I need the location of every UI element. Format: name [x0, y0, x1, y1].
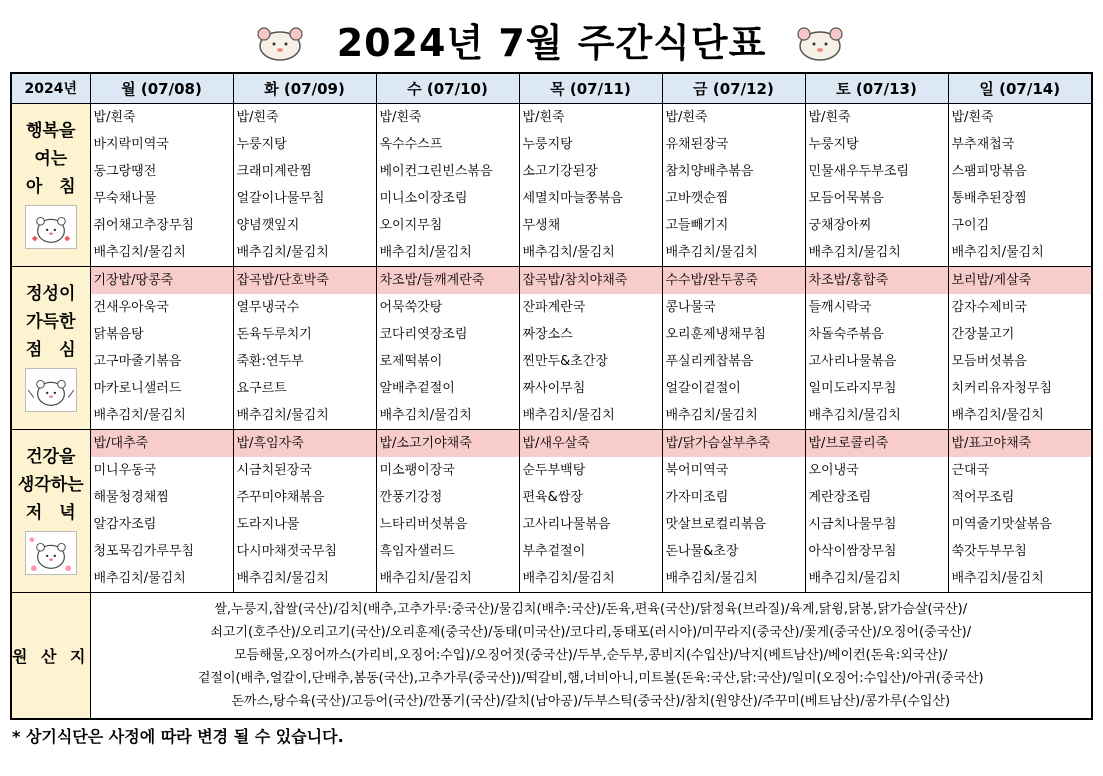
menu-item: 맛살브로컬리볶음: [665, 516, 766, 532]
day-header: 금 (07/12): [662, 73, 805, 103]
day-menu-cell: [90, 266, 233, 429]
menu-item: 배추김치/물김치: [665, 570, 758, 586]
origin-line: 쇠고기(호주산)/오리고기(국산)/오리훈제(중국산)/동태(미국산)/코다리,동태포(러시아)/미꾸라지(중국산)/꽃게(중국산)/오징어(중국산)/: [210, 624, 972, 640]
day-menu-cell: [90, 103, 233, 266]
menu-item: 배추김치/물김치: [522, 570, 615, 586]
menu-item: 가자미조림: [665, 489, 729, 505]
menu-item: 들깨시락국: [808, 299, 872, 315]
menu-item: 배추김치/물김치: [951, 407, 1044, 423]
menu-item: 배추김치/물김치: [236, 244, 329, 260]
day-menu-cell: [519, 103, 662, 266]
menu-item: 잡곡밥/참치야채죽: [520, 267, 662, 294]
menu-item: 옥수수스프: [379, 136, 443, 152]
day-menu-cell: [805, 103, 948, 266]
menu-item: 계란장조림: [808, 489, 872, 505]
menu-item: 쑥갓두부무침: [951, 543, 1027, 559]
day-header: 수 (07/10): [376, 73, 519, 103]
meal-title-line: 저 녁: [25, 503, 76, 523]
menu-item: 밥/흑임자죽: [234, 430, 376, 457]
day-menu-cell: [90, 429, 233, 592]
menu-item: 배추김치/물김치: [379, 407, 472, 423]
origin-line: 돈까스,탕수육(국산)/고등어(국산)/깐풍기(국산)/갈치(남아공)/두부스틱(중국산)/참치(원양산)/주꾸미(베트남산)/콩가루(수입산): [231, 693, 951, 709]
meal-title-line: 아 침: [25, 177, 76, 197]
menu-item: 시금치된장국: [236, 462, 312, 478]
day-menu-cell: [662, 429, 805, 592]
menu-item: 밥/브로콜리죽: [806, 430, 948, 457]
menu-item: 얼갈이나물무침: [236, 190, 325, 206]
day-menu-cell: [948, 266, 1092, 429]
day-menu-cell: [376, 103, 519, 266]
menu-item: 미니우동국: [93, 462, 157, 478]
menu-item: 부추재첩국: [951, 136, 1015, 152]
page-header: [0, 0, 1103, 70]
day-header: 월 (07/08): [90, 73, 233, 103]
day-menu-cell: [233, 103, 376, 266]
change-notice: * 상기식단은 사정에 따라 변경 될 수 있습니다.: [12, 727, 344, 746]
meal-title-line: 여는: [34, 149, 68, 169]
menu-item: 밥/흰죽: [665, 109, 708, 125]
menu-item: 미소팽이장국: [379, 462, 455, 478]
day-menu-cell: [233, 429, 376, 592]
menu-item: 밥/흰죽: [379, 109, 422, 125]
menu-item: 요구르트: [236, 380, 287, 396]
origin-info: [90, 592, 1092, 719]
meal-title-line: 생각하는: [17, 475, 84, 495]
menu-item: 얼갈이겉절이: [665, 380, 741, 396]
menu-item: 오리훈제냉채무침: [665, 326, 766, 342]
menu-item: 편육&쌈장: [522, 489, 583, 505]
meal-label: [11, 266, 90, 429]
menu-item: 세멸치마늘쫑볶음: [522, 190, 623, 206]
menu-item: 도라지나물: [236, 516, 300, 532]
menu-item: 차조밥/들깨계란죽: [377, 267, 519, 294]
weekly-menu-table: [10, 72, 1093, 720]
menu-item: 근대국: [951, 462, 990, 478]
mouse-flowers-icon: [25, 531, 77, 575]
day-menu-cell: [948, 429, 1092, 592]
meal-title-line: 가득한: [26, 312, 76, 332]
menu-item: 배추김치/물김치: [379, 570, 472, 586]
day-menu-cell: [519, 266, 662, 429]
menu-item: 고들빼기지: [665, 217, 729, 233]
menu-item: 로제떡볶이: [379, 353, 443, 369]
menu-item: 푸실리케찹볶음: [665, 353, 754, 369]
menu-item: 고바깻순찜: [665, 190, 729, 206]
day-menu-cell: [805, 429, 948, 592]
menu-item: 무생채: [522, 217, 561, 233]
menu-item: 배추김치/물김치: [236, 407, 329, 423]
menu-item: 짜장소스: [522, 326, 573, 342]
menu-item: 돈나물&초장: [665, 543, 739, 559]
meal-label: [11, 429, 90, 592]
menu-item: 바지락미역국: [93, 136, 169, 152]
menu-item: 배추김치/물김치: [808, 570, 901, 586]
menu-item: 배추김치/물김치: [522, 407, 615, 423]
menu-item: 간장불고기: [951, 326, 1015, 342]
menu-item: 잔파계란국: [522, 299, 586, 315]
menu-item: 밥/흰죽: [522, 109, 565, 125]
meal-title-line: 행복을: [26, 121, 76, 141]
menu-item: 밥/흰죽: [93, 109, 136, 125]
menu-item: 베이컨그린빈스볶음: [379, 163, 493, 179]
page-title: 2024년 7월 주간식단표: [336, 21, 767, 65]
menu-item: 짜사이무침: [522, 380, 586, 396]
menu-item: 수수밥/완두콩죽: [663, 267, 805, 294]
menu-item: 밥/흰죽: [236, 109, 279, 125]
year-header: 2024년: [11, 73, 90, 103]
menu-item: 유채된장국: [665, 136, 729, 152]
menu-item: 코다리엿장조림: [379, 326, 468, 342]
menu-item: 주꾸미야채볶음: [236, 489, 325, 505]
meal-label: [11, 103, 90, 266]
menu-item: 배추김치/물김치: [93, 570, 186, 586]
menu-item: 찐만두&초간장: [522, 353, 608, 369]
menu-item: 구이김: [951, 217, 990, 233]
menu-item: 보리밥/게살죽: [949, 267, 1092, 294]
menu-item: 통배추된장찜: [951, 190, 1027, 206]
menu-item: 궁채장아찌: [808, 217, 872, 233]
mouse-hearts-icon: [25, 205, 77, 249]
menu-item: 청포묵김가루무침: [93, 543, 194, 559]
menu-item: 배추김치/물김치: [665, 244, 758, 260]
menu-item: 차돌숙주볶음: [808, 326, 884, 342]
mouse-right-icon: [790, 14, 850, 64]
menu-item: 누룽지탕: [522, 136, 573, 152]
menu-item: 고사리나물볶음: [808, 353, 897, 369]
menu-item: 느타리버섯볶음: [379, 516, 468, 532]
menu-item: 참치양배추볶음: [665, 163, 754, 179]
menu-item: 알배추겉절이: [379, 380, 455, 396]
menu-item: 무숙채나물: [93, 190, 157, 206]
menu-item: 깐풍기강정: [379, 489, 443, 505]
menu-item: 고사리나물볶음: [522, 516, 611, 532]
day-menu-cell: [376, 429, 519, 592]
day-menu-cell: [662, 266, 805, 429]
menu-item: 치커리유자청무침: [951, 380, 1052, 396]
menu-item: 잡곡밥/단호박죽: [234, 267, 376, 294]
menu-item: 크래미계란찜: [236, 163, 312, 179]
menu-item: 소고기강된장: [522, 163, 598, 179]
menu-item: 돈육두루치기: [236, 326, 312, 342]
menu-item: 적어무조림: [951, 489, 1015, 505]
menu-item: 어묵쑥갓탕: [379, 299, 443, 315]
day-menu-cell: [233, 266, 376, 429]
meal-title-line: 점 심: [25, 340, 76, 360]
menu-item: 밥/새우살죽: [520, 430, 662, 457]
menu-item: 다시마채젓국무침: [236, 543, 337, 559]
menu-item: 배추김치/물김치: [951, 244, 1044, 260]
menu-item: 밥/소고기야채죽: [377, 430, 519, 457]
menu-item: 누룽지탕: [808, 136, 859, 152]
menu-item: 죽환:연두부: [236, 353, 304, 369]
origin-label: 원 산 지: [11, 592, 90, 719]
menu-item: 고구마줄기볶음: [93, 353, 182, 369]
menu-item: 배추김치/물김치: [93, 244, 186, 260]
menu-item: 스팸피망볶음: [951, 163, 1027, 179]
day-header: 일 (07/14): [948, 73, 1092, 103]
menu-item: 밥/표고야채죽: [949, 430, 1092, 457]
menu-item: 오이냉국: [808, 462, 859, 478]
menu-item: 동그랑땡전: [93, 163, 157, 179]
menu-item: 해물청경채찜: [93, 489, 169, 505]
day-header: 토 (07/13): [805, 73, 948, 103]
menu-item: 일미도라지무침: [808, 380, 897, 396]
menu-item: 오이지무침: [379, 217, 443, 233]
menu-item: 마카로니샐러드: [93, 380, 182, 396]
menu-item: 배추김치/물김치: [522, 244, 615, 260]
day-menu-cell: [948, 103, 1092, 266]
menu-item: 부추겉절이: [522, 543, 586, 559]
menu-item: 미니소이장조림: [379, 190, 468, 206]
menu-item: 밥/흰죽: [951, 109, 994, 125]
day-menu-cell: [376, 266, 519, 429]
menu-item: 밥/대추죽: [91, 430, 233, 457]
menu-item: 북어미역국: [665, 462, 729, 478]
menu-item: 배추김치/물김치: [236, 570, 329, 586]
menu-item: 감자수제비국: [951, 299, 1027, 315]
menu-item: 배추김치/물김치: [808, 407, 901, 423]
day-menu-cell: [805, 266, 948, 429]
menu-item: 흑임자샐러드: [379, 543, 455, 559]
menu-item: 열무냉국수: [236, 299, 300, 315]
menu-item: 쥐어채고추장무침: [93, 217, 194, 233]
meal-title-line: 정성이: [26, 284, 76, 304]
menu-item: 밥/닭가슴살부추죽: [663, 430, 805, 457]
menu-item: 양념깻잎지: [236, 217, 300, 233]
menu-item: 닭볶음탕: [93, 326, 144, 342]
menu-item: 시금치나물무침: [808, 516, 897, 532]
day-menu-cell: [519, 429, 662, 592]
menu-item: 누룽지탕: [236, 136, 287, 152]
menu-item: 배추김치/물김치: [951, 570, 1044, 586]
menu-item: 배추김치/물김치: [665, 407, 758, 423]
origin-line: 쌀,누룽지,찹쌀(국산)/김치(배추,고추가루:중국산)/물김치(배추:국산)/돈육,편육(국산)/닭정육(브라질)/육계,닭윙,닭봉,닭가슴살(국산)/: [214, 601, 968, 617]
menu-item: 배추김치/물김치: [808, 244, 901, 260]
menu-item: 차조밥/홍합죽: [806, 267, 948, 294]
menu-item: 기장밥/땅콩죽: [91, 267, 233, 294]
menu-item: 순두부백탕: [522, 462, 586, 478]
menu-item: 배추김치/물김치: [379, 244, 472, 260]
menu-item: 민물새우두부조림: [808, 163, 909, 179]
menu-item: 배추김치/물김치: [93, 407, 186, 423]
day-header: 화 (07/09): [233, 73, 376, 103]
menu-item: 밥/흰죽: [808, 109, 851, 125]
origin-line: 겉절이(배추,얼갈이,단배추,봄동(국산),고추가루(중국산))/떡갈비,햄,너비아니,미트볼(돈육:국산,닭:국산)/일미(오징어:수입산)/아귀(중국산): [197, 670, 984, 686]
meal-title-line: 건강을: [26, 447, 76, 467]
day-header: 목 (07/11): [519, 73, 662, 103]
menu-item: 건새우아욱국: [93, 299, 169, 315]
menu-item: 알감자조림: [93, 516, 157, 532]
menu-item: 모듬버섯볶음: [951, 353, 1027, 369]
menu-item: 미역줄기맛살볶음: [951, 516, 1052, 532]
menu-item: 모듬어묵볶음: [808, 190, 884, 206]
mouse-cheer-icon: [25, 368, 77, 412]
menu-item: 콩나물국: [665, 299, 716, 315]
menu-item: 아삭이쌈장무침: [808, 543, 897, 559]
origin-line: 모듬해물,오징어까스(가리비,오징어:수입)/오징어젓(중국산)/두부,순두부,콩비지(수입산)/낙지(베트남산)/베이컨(돈육:외국산)/: [234, 647, 948, 663]
day-menu-cell: [662, 103, 805, 266]
